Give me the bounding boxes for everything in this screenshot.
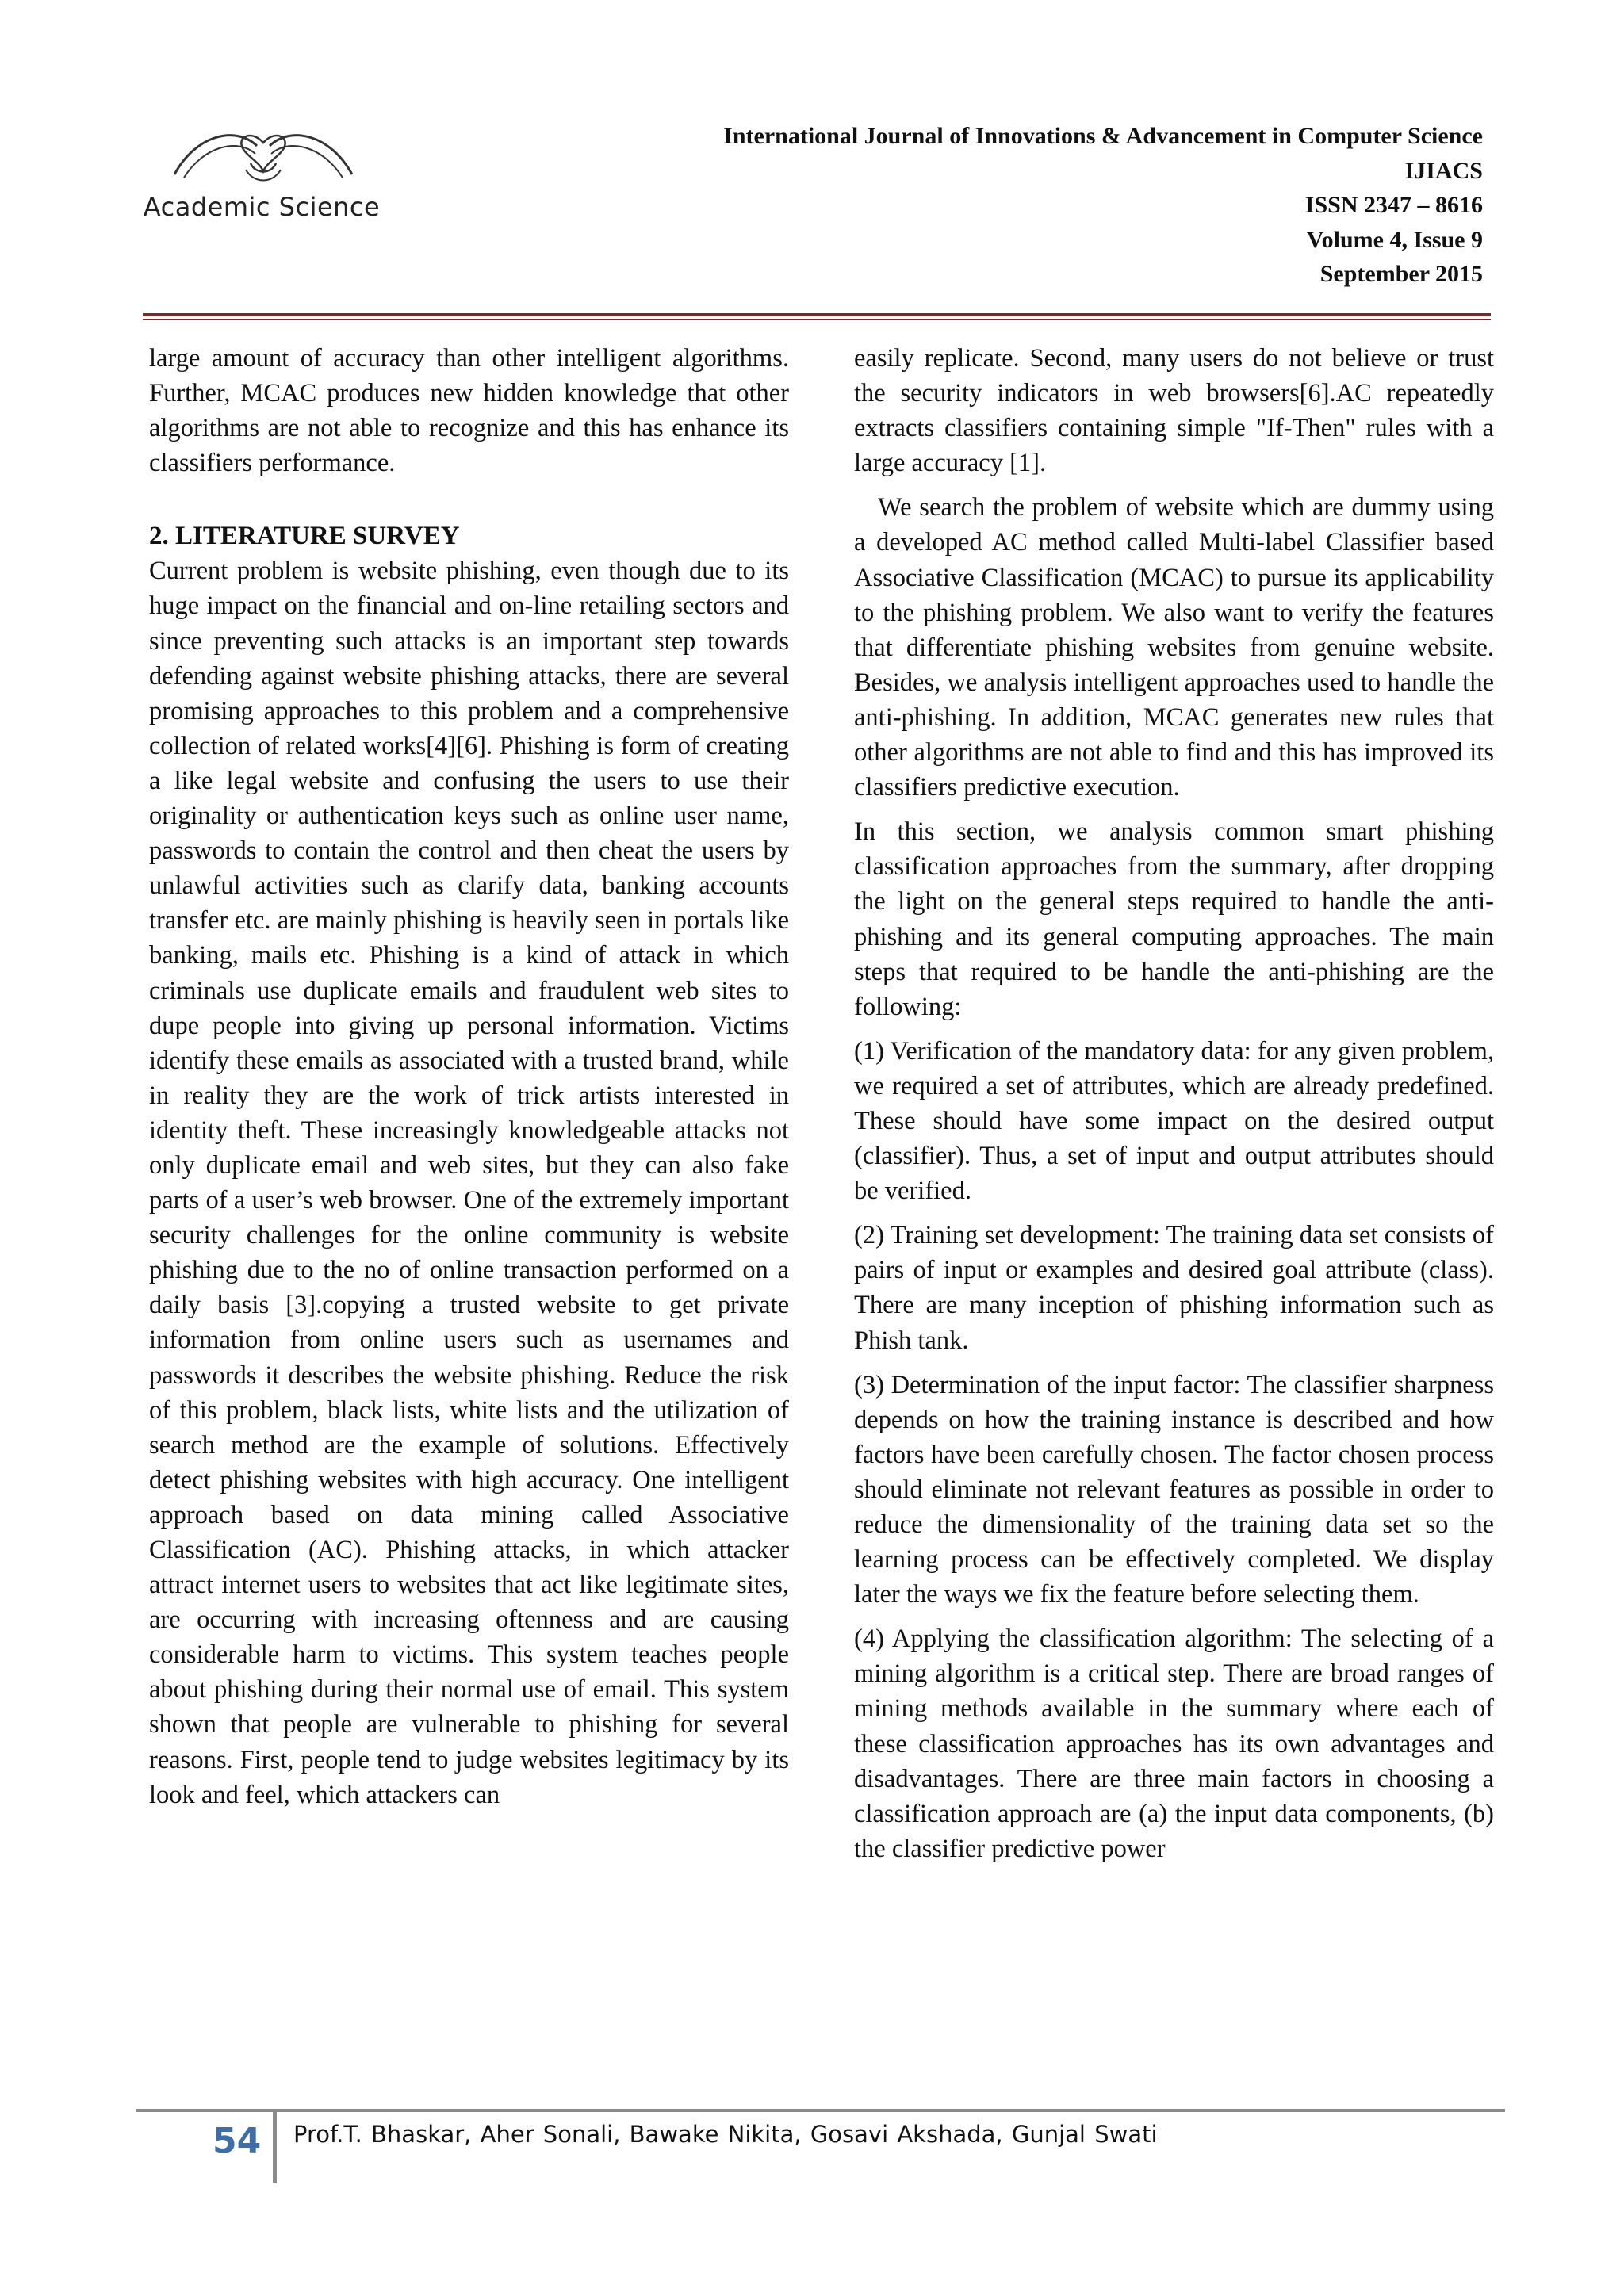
- header-rule-thick: [143, 313, 1491, 316]
- publisher-logo: [143, 119, 381, 230]
- step-1-paragraph: (1) Verification of the mandatory data: for any given problem, we required a set of attributes, which are already predefined. These should have some impact on the desired output (classifier). Thus, a set of input and output attributes should be verified.: [854, 1036, 1494, 1206]
- journal-info: [452, 119, 1483, 292]
- page-number: 54: [213, 2121, 262, 2161]
- step-2-paragraph: (2) Training set development: The training data set consists of pairs of input or examples and desired goal attribute (class). There are many inception of phishing information such as Phish tank.: [854, 1221, 1494, 1355]
- journal-date: September 2015: [1320, 261, 1483, 287]
- intro-paragraph: large amount of accuracy than other intelligent algorithms. Further, MCAC produces new hidden knowledge that other algorithms are not able to recognize and this has enhance its classifiers performance.: [149, 344, 789, 478]
- right-column: [854, 341, 1494, 1866]
- step-3-paragraph: (3) Determination of the input factor: The classifier sharpness depends on how the training instance is described and how factors have been carefully chosen. The factor chosen process should eliminate not relevant features as possible in order to reduce the dimensionality of the training data set so the learning process can be effectively completed. We display later the ways we fix the feature before selecting them.: [854, 1370, 1494, 1609]
- right-paragraph-3: In this section, we analysis common smart phishing classification approaches from the summary, after dropping the light on the general steps required to handle the anti-phishing and its general computing approaches. The main steps that required to be handle the anti-phishing are the following:: [854, 817, 1494, 1021]
- journal-name: International Journal of Innovations & Advancement in Computer Science: [723, 123, 1483, 149]
- journal-issn: ISSN 2347 – 8616: [1304, 192, 1483, 218]
- step-4-paragraph: (4) Applying the classification algorithm: The selecting of a mining algorithm is a critical step. There are broad ranges of mining methods available in the summary where each of these classification approaches has its own advantages and disadvantages. There are three main factors in choosing a classification approach are (a) the input data components, (b) the classifier predictive power: [854, 1624, 1494, 1863]
- academic-science-logo-icon: [168, 119, 358, 189]
- section-heading: 2. LITERATURE SURVEY: [149, 522, 460, 551]
- logo-text: Academic Science: [143, 192, 381, 222]
- footer-authors: Prof.T. Bhaskar, Aher Sonali, Bawake Nikita, Gosavi Akshada, Gunjal Swati: [293, 2121, 1158, 2148]
- survey-paragraph: Current problem is website phishing, even though due to its huge impact on the financial and on-line retailing sectors and since preventing such attacks is an important step towards defending against website phishing attacks, there are several promising approaches to this problem and a comprehensive collection of related works[4][6]. Phishing is form of creating a like legal website and confusing the users to use their originality or authentication keys such as online user name, passwords to contain the control and then cheat the users by unlawful activities such as clarify data, banking accounts transfer etc. are mainly phishing is heavily seen in portals like banking, mails etc. Phishing is a kind of attack in which criminals use duplicate emails and fraudulent web sites to dupe people into giving up personal information. Victims identify these emails as associated with a trusted brand, while in reality they are the work of trick artists interested in identity theft. These increasingly knowledgeable attacks not only duplicate email and web sites, but they can also fake parts of a user’s web browser. One of the extremely important security challenges for the online community is website phishing due to the no of online transaction performed on a daily basis [3].copying a trusted website to get private information from online users such as usernames and passwords it describes the website phishing. Reduce the risk of this problem, black lists, white lists and the utilization of search method are the example of solutions. Effectively detect phishing websites with high accuracy. One intelligent approach based on data mining called Associative Classification (AC). Phishing attacks, in which attacker attract internet users to websites that act like legitimate sites, are occurring with increasing oftenness and are causing considerable harm to victims. This system teaches people about phishing during their normal use of email. This system shown that people are vulnerable to phishing for several reasons. First, people tend to judge websites legitimacy by its look and feel, which attackers can: [149, 557, 789, 1809]
- journal-volume-issue: Volume 4, Issue 9: [1306, 226, 1483, 253]
- right-paragraph-2: We search the problem of website which are dummy using a developed AC method called Multi-label Classifier based Associative Classification (MCAC) to pursue its applicability to the phishing problem. We also want to verify the features that differentiate phishing websites from genuine website. Besides, we analysis intelligent approaches used to handle the anti-phishing. In addition, MCAC generates new rules that other algorithms are not able to find and this has improved its classifiers predictive execution.: [854, 493, 1494, 802]
- right-paragraph-1: easily replicate. Second, many users do not believe or trust the security indicators in web browsers[6].AC repeatedly extracts classifiers containing simple "If-Then" rules with a large accuracy [1].: [854, 344, 1494, 478]
- left-column: [149, 341, 789, 1812]
- journal-abbrev: IJIACS: [1404, 157, 1483, 184]
- header-rule-thin: [143, 319, 1491, 320]
- footer-divider: [273, 2112, 277, 2183]
- footer-rule: [136, 2109, 1505, 2112]
